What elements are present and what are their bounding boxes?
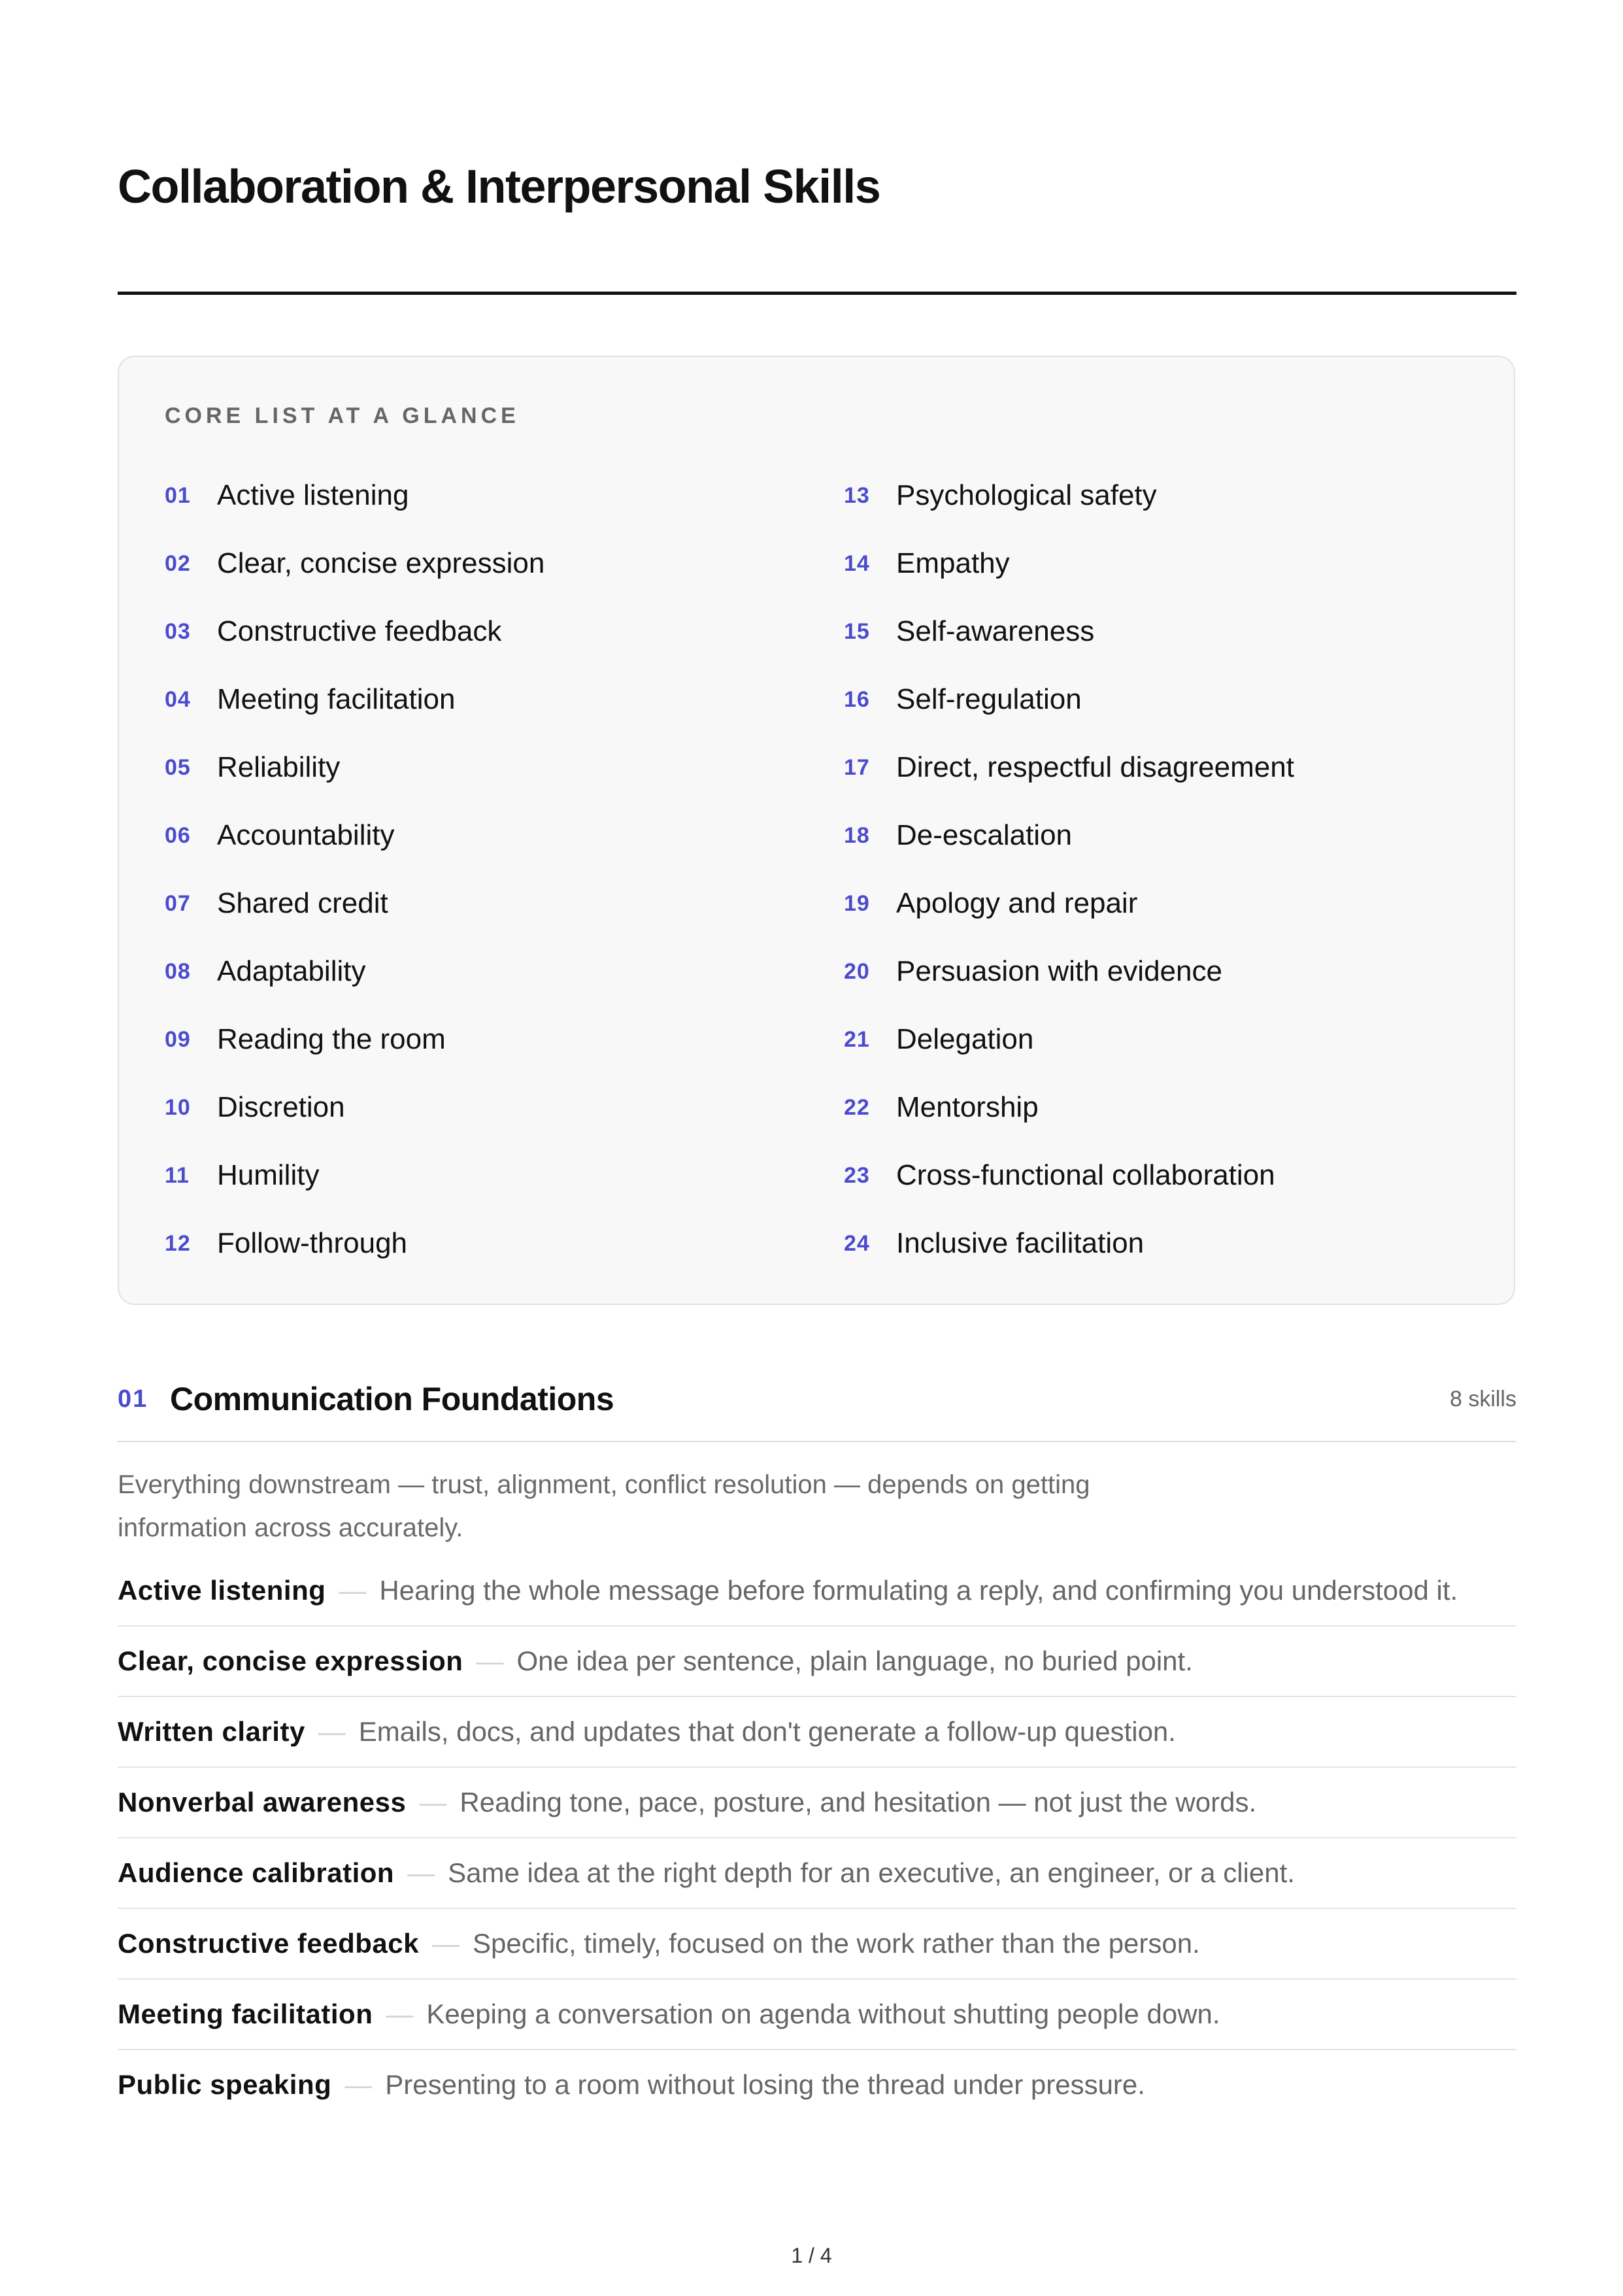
skill-description: Keeping a conversation on agenda without shutting people down.: [426, 1999, 1220, 2029]
core-list-item-number: 15: [844, 618, 870, 644]
skill-entry: [118, 1569, 1516, 1627]
core-list-item: [165, 462, 544, 530]
core-list-item-label: Self-regulation: [896, 683, 1082, 715]
core-list-item-label: Follow-through: [217, 1227, 408, 1259]
core-list-item-number: 03: [165, 618, 191, 644]
skill-entry: [118, 1710, 1516, 1768]
skill-description: Specific, timely, focused on the work rather than the person.: [472, 1928, 1200, 1959]
section-title: Communication Foundations: [170, 1381, 614, 1417]
skill-separator: —: [476, 1646, 504, 1676]
core-list-item-label: Clear, concise expression: [217, 547, 545, 579]
core-list-item-label: Psychological safety: [896, 479, 1157, 511]
core-list-item-number: 20: [844, 958, 870, 984]
skill-name: Constructive feedback: [118, 1928, 419, 1959]
core-list-item-label: Active listening: [217, 479, 409, 511]
core-list-item: [165, 734, 544, 802]
core-list-item-number: 02: [165, 550, 191, 576]
core-list-item-label: De-escalation: [896, 819, 1073, 851]
core-list-item-number: 13: [844, 482, 870, 508]
core-list-item-label: Empathy: [896, 547, 1010, 579]
core-list-item: [165, 1141, 544, 1209]
skill-description: One idea per sentence, plain language, no buried point.: [516, 1646, 1193, 1676]
core-list-item: [165, 598, 544, 666]
core-list-item: [165, 802, 544, 869]
core-list-item-label: Mentorship: [896, 1091, 1039, 1123]
core-list-item: [844, 1005, 1294, 1073]
core-list-item-number: 14: [844, 550, 870, 576]
skill-separator: —: [386, 1999, 414, 2029]
core-list-item: [844, 869, 1294, 937]
core-list-left-column: [165, 462, 544, 1277]
core-list-item-number: 06: [165, 822, 191, 848]
core-list-item-label: Direct, respectful disagreement: [896, 751, 1294, 783]
core-list-item: [844, 1209, 1294, 1277]
skill-separator: —: [339, 1575, 367, 1606]
core-list-item: [844, 530, 1294, 598]
skill-entry: [118, 1993, 1516, 2050]
core-list-item: [844, 1073, 1294, 1141]
skill-description: Emails, docs, and updates that don't generate a follow-up question.: [358, 1716, 1176, 1747]
skill-description: Hearing the whole message before formulating a reply, and confirming you understood it.: [379, 1575, 1458, 1606]
core-list-item-number: 18: [844, 822, 870, 848]
core-list-item-label: Reliability: [217, 751, 341, 783]
core-list-item: [165, 1073, 544, 1141]
core-list-item-number: 11: [165, 1162, 190, 1188]
core-list-item-label: Delegation: [896, 1023, 1034, 1055]
core-list-item: [844, 802, 1294, 869]
core-list-item-number: 19: [844, 890, 870, 916]
core-list-item-number: 22: [844, 1094, 870, 1120]
core-list-item: [165, 1005, 544, 1073]
core-list-item-label: Self-awareness: [896, 615, 1095, 647]
skill-name: Audience calibration: [118, 1857, 395, 1888]
core-list-item-label: Apology and repair: [896, 887, 1138, 919]
skill-description: Same idea at the right depth for an executive, an engineer, or a client.: [448, 1857, 1295, 1888]
core-list-item-label: Reading the room: [217, 1023, 446, 1055]
core-list-item-label: Inclusive facilitation: [896, 1227, 1145, 1259]
skill-entry: [118, 1851, 1516, 1909]
section-header: [118, 1373, 1516, 1425]
core-list-item-number: 17: [844, 754, 870, 780]
skill-separator: —: [318, 1716, 346, 1747]
skill-name: Public speaking: [118, 2069, 332, 2100]
skill-description: Presenting to a room without losing the thread under pressure.: [385, 2069, 1145, 2100]
skill-entry: [118, 2063, 1516, 2119]
skill-name: Meeting facilitation: [118, 1999, 373, 2029]
core-list-item: [844, 1141, 1294, 1209]
skill-entry: [118, 1640, 1516, 1697]
skill-name: Written clarity: [118, 1716, 305, 1747]
core-list-item-number: 08: [165, 958, 191, 984]
core-list-item-label: Adaptability: [217, 955, 366, 987]
core-list-item-number: 07: [165, 890, 191, 916]
core-list-item: [844, 734, 1294, 802]
skill-description: Reading tone, pace, posture, and hesitation — not just the words.: [460, 1787, 1257, 1817]
skill-name: Nonverbal awareness: [118, 1787, 407, 1817]
section-intro: Everything downstream — trust, alignment, conflict resolution — depends on getting information across accurately.: [118, 1470, 1090, 1542]
core-list-item-label: Cross-functional collaboration: [896, 1159, 1275, 1191]
skill-separator: —: [431, 1928, 460, 1959]
core-list-item-number: 12: [165, 1230, 191, 1256]
core-list-item: [844, 462, 1294, 530]
skill-separator: —: [407, 1857, 435, 1888]
core-list-item-label: Shared credit: [217, 887, 388, 919]
core-list-right-column: [844, 462, 1294, 1277]
section-number: 01: [118, 1385, 148, 1413]
core-list-item-label: Persuasion with evidence: [896, 955, 1222, 987]
core-list-item-number: 04: [165, 686, 191, 712]
core-list-item-number: 09: [165, 1026, 191, 1052]
skill-separator: —: [344, 2069, 373, 2100]
core-list-item-label: Meeting facilitation: [217, 683, 456, 715]
core-list-item: [844, 937, 1294, 1005]
skills-list: [118, 1569, 1516, 2133]
core-list-item: [165, 869, 544, 937]
core-list-item: [165, 666, 544, 734]
section-divider: [118, 1441, 1516, 1442]
skill-separator: —: [419, 1787, 447, 1817]
core-list-item-number: 21: [844, 1026, 870, 1052]
skill-name: Clear, concise expression: [118, 1646, 463, 1676]
core-list-item: [844, 598, 1294, 666]
page-number: 1 / 4: [791, 2244, 832, 2267]
core-list-item-number: 24: [844, 1230, 870, 1256]
core-list-panel: [118, 356, 1515, 1305]
core-list-item: [165, 530, 544, 598]
core-list-item: [165, 1209, 544, 1277]
core-list-heading: CORE LIST AT A GLANCE: [165, 403, 520, 428]
core-list-item: [844, 666, 1294, 734]
core-list-item-number: 16: [844, 686, 870, 712]
core-list-item-number: 05: [165, 754, 191, 780]
core-list-item-label: Constructive feedback: [217, 615, 502, 647]
skill-entry: [118, 1781, 1516, 1838]
page-title: Collaboration & Interpersonal Skills: [118, 161, 880, 213]
core-list-item-label: Discretion: [217, 1091, 345, 1123]
section-skill-count: 8 skills: [1449, 1386, 1516, 1411]
core-list-item-label: Accountability: [217, 819, 395, 851]
core-list-item-label: Humility: [217, 1159, 320, 1191]
title-divider: [118, 292, 1516, 295]
core-list-item-number: 10: [165, 1094, 191, 1120]
core-list-item: [165, 937, 544, 1005]
skill-entry: [118, 1922, 1516, 1980]
core-list-item-number: 01: [165, 482, 191, 508]
skill-name: Active listening: [118, 1575, 326, 1606]
core-list-item-number: 23: [844, 1162, 870, 1188]
